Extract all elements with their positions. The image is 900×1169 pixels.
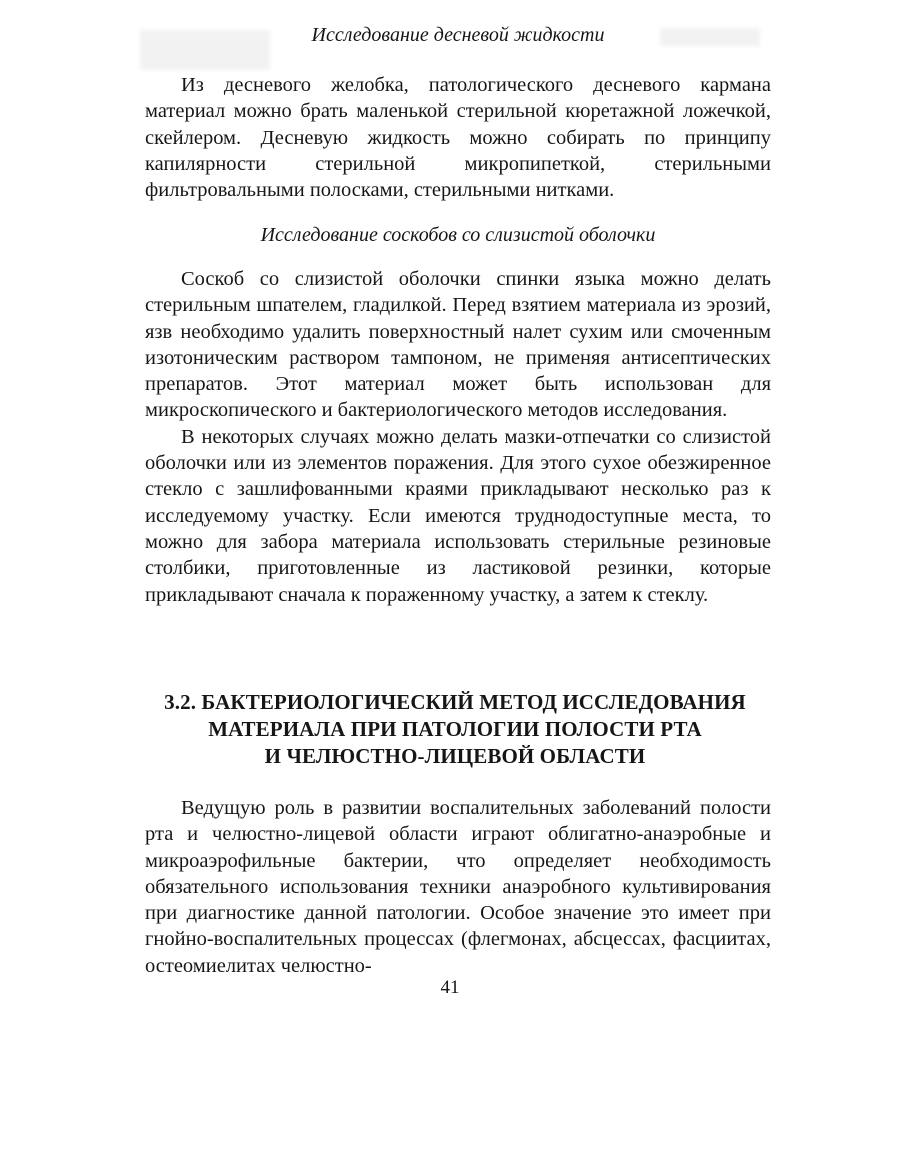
section-title-line: 3.2. БАКТЕРИОЛОГИЧЕСКИЙ МЕТОД ИССЛЕДОВАНИЯ <box>164 690 746 714</box>
section-title-line: И ЧЕЛЮСТНО-ЛИЦЕВОЙ ОБЛАСТИ <box>264 744 646 768</box>
subheading-mucosa-scrapings: Исследование соскобов со слизистой оболочки <box>260 224 656 246</box>
paragraph-gingival-fluid <box>145 72 771 203</box>
page-number: 41 <box>440 977 460 998</box>
section-title-line: МАТЕРИАЛА ПРИ ПАТОЛОГИИ ПОЛОСТИ РТА <box>208 717 702 741</box>
running-heading: Исследование десневой жидкости <box>311 24 605 46</box>
body-paragraph: Ведущую роль в развитии воспалительных заболеваний полости рта и челюстно-лицевой области играют облигатно-анаэробные и микроаэрофильные бактерии, что определяет необходимость обязательного использования техники анаэробного культивирования при диагностике данной патологии. Особое значение это имеет при гнойно-воспалительных процессах (флегмонах, абсцессах, фасциитах, остеомиелитах челюстно- <box>145 797 771 977</box>
paragraph-mucosa-scraping <box>145 266 771 608</box>
body-paragraph: Соскоб со слизистой оболочки спинки языка можно делать стерильным шпателем, гладилкой. Перед взятием материала из эрозий, язв необходимо удалить поверхностный налет сухим или смоченным изотоническим раствором тампоном, не применяя антисептических препаратов. Этот материал может быть использован для микроскопического и бактериологического методов исследования. <box>145 268 771 422</box>
paragraph-bacteriological-method <box>145 795 771 979</box>
body-paragraph: Из десневого желобка, патологического десневого кармана материал можно брать маленькой стерильной кюретажной ложечкой, скейлером. Десневую жидкость можно собирать по принципу капилярности стерильной микропипеткой, стерильными фильтровальными полосками, стерильными нитками. <box>145 74 771 202</box>
section-title <box>130 689 780 770</box>
body-paragraph: В некоторых случаях можно делать мазки-отпечатки со слизистой оболочки или из элементов поражения. Для этого сухое обезжиренное стекло с зашлифованными краями прикладывают несколько раз к исследуемому участку. Если имеются труднодоступные места, то можно для забора материала использовать стерильные резиновые столбики, приготовленные из ластиковой резинки, которые прикладывают сначала к пораженному участку, а затем к стеклу. <box>145 425 771 606</box>
